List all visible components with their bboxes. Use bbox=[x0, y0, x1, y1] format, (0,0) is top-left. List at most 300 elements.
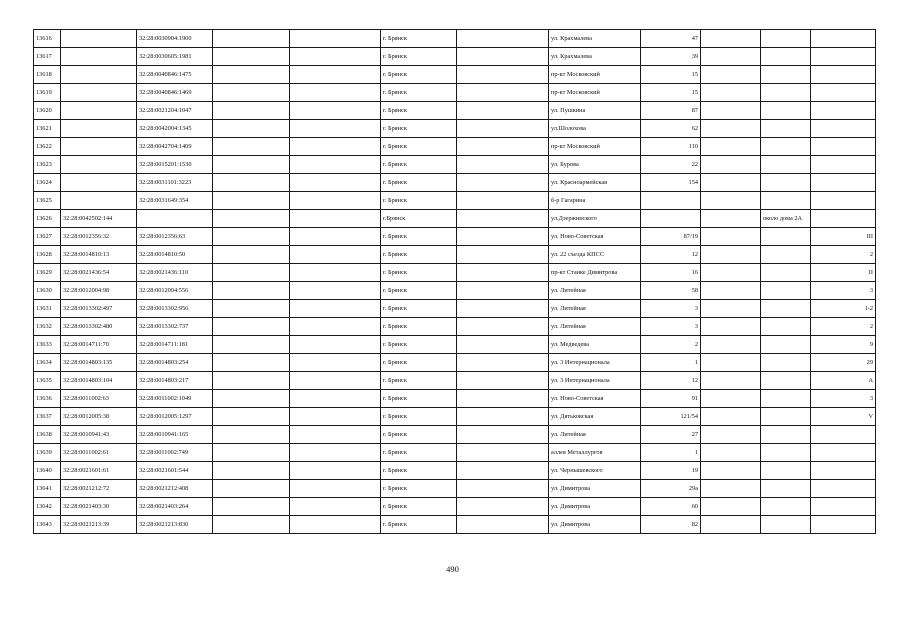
house-number-cell bbox=[641, 192, 701, 210]
house-number-cell: 27 bbox=[641, 426, 701, 444]
unit-cell: 1-2 bbox=[811, 300, 876, 318]
table-row bbox=[34, 336, 876, 354]
empty-cell bbox=[213, 66, 290, 84]
cadastral-number-2-cell: 32:28:0014803:254 bbox=[137, 354, 213, 372]
cadastral-number-2-cell: 32:28:0012356:63 bbox=[137, 228, 213, 246]
record-id-cell: 13623 bbox=[34, 156, 61, 174]
house-number-cell: 87/19 bbox=[641, 228, 701, 246]
empty-cell bbox=[213, 318, 290, 336]
cadastral-number-2-cell: 32:28:0015201:1530 bbox=[137, 156, 213, 174]
cadastral-number-2-cell: 32:28:0030904:1900 bbox=[137, 30, 213, 48]
empty-cell bbox=[290, 282, 381, 300]
empty-cell bbox=[290, 516, 381, 534]
cadastral-number-2-cell: 32:28:0012004:556 bbox=[137, 282, 213, 300]
street-cell: ул. Дятьковская bbox=[549, 408, 641, 426]
record-id-cell: 13634 bbox=[34, 354, 61, 372]
empty-cell bbox=[701, 408, 761, 426]
cadastral-number-2-cell: 32:28:0010941:165 bbox=[137, 426, 213, 444]
unit-cell: V bbox=[811, 408, 876, 426]
empty-cell bbox=[701, 228, 761, 246]
city-cell: г. Брянск bbox=[381, 192, 457, 210]
record-id-cell: 13621 bbox=[34, 120, 61, 138]
empty-cell bbox=[701, 66, 761, 84]
empty-cell bbox=[457, 462, 549, 480]
empty-cell bbox=[701, 120, 761, 138]
empty-cell bbox=[701, 300, 761, 318]
record-id-cell: 13624 bbox=[34, 174, 61, 192]
city-cell: г. Брянск bbox=[381, 318, 457, 336]
empty-cell bbox=[457, 66, 549, 84]
empty-cell bbox=[290, 372, 381, 390]
city-cell: г. Брянск bbox=[381, 84, 457, 102]
note-cell bbox=[761, 300, 811, 318]
cadastral-number-cell: 32:28:0013302:497 bbox=[61, 300, 137, 318]
note-cell bbox=[761, 318, 811, 336]
table-row bbox=[34, 354, 876, 372]
empty-cell bbox=[213, 408, 290, 426]
empty-cell bbox=[213, 462, 290, 480]
unit-cell bbox=[811, 210, 876, 228]
empty-cell bbox=[213, 516, 290, 534]
city-cell: г. Брянск bbox=[381, 426, 457, 444]
note-cell bbox=[761, 138, 811, 156]
table-row bbox=[34, 120, 876, 138]
street-cell: ул. Димитрова bbox=[549, 480, 641, 498]
empty-cell bbox=[701, 498, 761, 516]
cadastral-number-2-cell: 32:28:0012005:1297 bbox=[137, 408, 213, 426]
cadastral-number-2-cell: 32:28:0014810:50 bbox=[137, 246, 213, 264]
table-row bbox=[34, 192, 876, 210]
city-cell: г. Брянск bbox=[381, 300, 457, 318]
street-cell: ул. Медведева bbox=[549, 336, 641, 354]
note-cell bbox=[761, 444, 811, 462]
record-id-cell: 13641 bbox=[34, 480, 61, 498]
city-cell: г. Брянск bbox=[381, 246, 457, 264]
table-row bbox=[34, 282, 876, 300]
cadastral-number-cell: 32:28:0014803:104 bbox=[61, 372, 137, 390]
table-row bbox=[34, 66, 876, 84]
empty-cell bbox=[701, 84, 761, 102]
empty-cell bbox=[213, 264, 290, 282]
city-cell: г. Брянск bbox=[381, 282, 457, 300]
house-number-cell: 62 bbox=[641, 120, 701, 138]
cadastral-number-cell: 32:28:0021212:72 bbox=[61, 480, 137, 498]
empty-cell bbox=[290, 66, 381, 84]
cadastral-number-cell bbox=[61, 156, 137, 174]
empty-cell bbox=[701, 156, 761, 174]
page-number: 490 bbox=[446, 564, 459, 574]
house-number-cell bbox=[641, 210, 701, 228]
house-number-cell: 3 bbox=[641, 318, 701, 336]
cadastral-number-cell bbox=[61, 84, 137, 102]
record-id-cell: 13619 bbox=[34, 84, 61, 102]
cadastral-number-2-cell: 32:28:0042704:1409 bbox=[137, 138, 213, 156]
table-row bbox=[34, 48, 876, 66]
empty-cell bbox=[290, 120, 381, 138]
city-cell: г. Брянск bbox=[381, 498, 457, 516]
record-id-cell: 13627 bbox=[34, 228, 61, 246]
empty-cell bbox=[701, 318, 761, 336]
empty-cell bbox=[457, 174, 549, 192]
empty-cell bbox=[457, 228, 549, 246]
city-cell: г. Брянск bbox=[381, 372, 457, 390]
empty-cell bbox=[290, 462, 381, 480]
note-cell: около дома 2А bbox=[761, 210, 811, 228]
house-number-cell: 3 bbox=[641, 300, 701, 318]
empty-cell bbox=[290, 174, 381, 192]
empty-cell bbox=[457, 210, 549, 228]
cadastral-number-2-cell: 32:28:0042004:1345 bbox=[137, 120, 213, 138]
city-cell: г. Брянск bbox=[381, 66, 457, 84]
cadastral-number-cell: 32:28:0011002:61 bbox=[61, 444, 137, 462]
unit-cell bbox=[811, 138, 876, 156]
cadastral-number-2-cell: 32:28:0031649:354 bbox=[137, 192, 213, 210]
table-row bbox=[34, 498, 876, 516]
empty-cell bbox=[290, 354, 381, 372]
street-cell: ул. Литейная bbox=[549, 426, 641, 444]
record-id-cell: 13637 bbox=[34, 408, 61, 426]
unit-cell: 3 bbox=[811, 282, 876, 300]
empty-cell bbox=[457, 336, 549, 354]
note-cell bbox=[761, 372, 811, 390]
street-cell: ул. Ново-Советская bbox=[549, 390, 641, 408]
house-number-cell: 29а bbox=[641, 480, 701, 498]
house-number-cell: 110 bbox=[641, 138, 701, 156]
street-cell: ул. 3 Интернационала bbox=[549, 354, 641, 372]
street-cell: ул. Димитрова bbox=[549, 498, 641, 516]
empty-cell bbox=[290, 318, 381, 336]
house-number-cell: 82 bbox=[641, 516, 701, 534]
cadastral-number-cell bbox=[61, 174, 137, 192]
house-number-cell: 154 bbox=[641, 174, 701, 192]
street-cell: ул. Бурова bbox=[549, 156, 641, 174]
city-cell: г. Брянск bbox=[381, 264, 457, 282]
empty-cell bbox=[701, 516, 761, 534]
empty-cell bbox=[213, 444, 290, 462]
note-cell bbox=[761, 84, 811, 102]
house-number-cell: 121/54 bbox=[641, 408, 701, 426]
cadastral-number-cell: 32:28:0021213:39 bbox=[61, 516, 137, 534]
cadastral-number-2-cell: 32:28:0040846:1475 bbox=[137, 66, 213, 84]
street-cell: пр-кт Московский bbox=[549, 66, 641, 84]
empty-cell bbox=[701, 102, 761, 120]
empty-cell bbox=[213, 138, 290, 156]
empty-cell bbox=[701, 174, 761, 192]
cadastral-number-cell bbox=[61, 120, 137, 138]
empty-cell bbox=[701, 192, 761, 210]
note-cell bbox=[761, 480, 811, 498]
city-cell: г.Брянск bbox=[381, 210, 457, 228]
house-number-cell: 1 bbox=[641, 354, 701, 372]
empty-cell bbox=[457, 156, 549, 174]
cadastral-number-2-cell: 32:28:0021204:1047 bbox=[137, 102, 213, 120]
empty-cell bbox=[290, 84, 381, 102]
table-row bbox=[34, 390, 876, 408]
street-cell: ул. 22 съезда КПСС bbox=[549, 246, 641, 264]
house-number-cell: 22 bbox=[641, 156, 701, 174]
record-id-cell: 13630 bbox=[34, 282, 61, 300]
unit-cell bbox=[811, 156, 876, 174]
unit-cell bbox=[811, 462, 876, 480]
empty-cell bbox=[457, 84, 549, 102]
house-number-cell: 19 bbox=[641, 462, 701, 480]
street-cell: ул.Дзержинского bbox=[549, 210, 641, 228]
note-cell bbox=[761, 30, 811, 48]
table-row bbox=[34, 516, 876, 534]
table-body bbox=[34, 30, 876, 534]
cadastral-number-cell: 32:28:0014810:13 bbox=[61, 246, 137, 264]
note-cell bbox=[761, 228, 811, 246]
unit-cell: 29 bbox=[811, 354, 876, 372]
unit-cell bbox=[811, 48, 876, 66]
table-row bbox=[34, 462, 876, 480]
cadastral-number-cell bbox=[61, 102, 137, 120]
empty-cell bbox=[213, 390, 290, 408]
street-cell: пр-кт Станке Димитрова bbox=[549, 264, 641, 282]
empty-cell bbox=[701, 354, 761, 372]
empty-cell bbox=[457, 138, 549, 156]
cadastral-number-2-cell bbox=[137, 210, 213, 228]
note-cell bbox=[761, 408, 811, 426]
record-id-cell: 13640 bbox=[34, 462, 61, 480]
cadastral-number-2-cell: 32:28:0014803:217 bbox=[137, 372, 213, 390]
house-number-cell: 15 bbox=[641, 66, 701, 84]
house-number-cell: 39 bbox=[641, 48, 701, 66]
street-cell: ул. Крахмалева bbox=[549, 30, 641, 48]
cadastral-number-cell: 32:28:0012356:32 bbox=[61, 228, 137, 246]
empty-cell bbox=[213, 102, 290, 120]
unit-cell bbox=[811, 102, 876, 120]
house-number-cell: 12 bbox=[641, 246, 701, 264]
cadastral-number-cell: 32:28:0021601:61 bbox=[61, 462, 137, 480]
unit-cell bbox=[811, 426, 876, 444]
empty-cell bbox=[213, 192, 290, 210]
house-number-cell: 16 bbox=[641, 264, 701, 282]
empty-cell bbox=[457, 246, 549, 264]
empty-cell bbox=[213, 228, 290, 246]
empty-cell bbox=[457, 498, 549, 516]
cadastral-number-cell: 32:28:0021403:30 bbox=[61, 498, 137, 516]
city-cell: г. Брянск bbox=[381, 120, 457, 138]
table-row bbox=[34, 30, 876, 48]
cadastral-number-2-cell: 32:28:0040846:1469 bbox=[137, 84, 213, 102]
note-cell bbox=[761, 426, 811, 444]
unit-cell: 2 bbox=[811, 318, 876, 336]
empty-cell bbox=[290, 390, 381, 408]
empty-cell bbox=[290, 444, 381, 462]
unit-cell: А bbox=[811, 372, 876, 390]
street-cell: ул. Литейная bbox=[549, 318, 641, 336]
record-id-cell: 13643 bbox=[34, 516, 61, 534]
empty-cell bbox=[290, 408, 381, 426]
city-cell: г. Брянск bbox=[381, 390, 457, 408]
unit-cell bbox=[811, 84, 876, 102]
empty-cell bbox=[213, 174, 290, 192]
table-row bbox=[34, 138, 876, 156]
street-cell: пр-кт Московский bbox=[549, 84, 641, 102]
note-cell bbox=[761, 390, 811, 408]
empty-cell bbox=[457, 300, 549, 318]
table-row bbox=[34, 408, 876, 426]
unit-cell bbox=[811, 192, 876, 210]
cadastral-number-2-cell: 32:28:0013302:956 bbox=[137, 300, 213, 318]
empty-cell bbox=[457, 354, 549, 372]
table-row bbox=[34, 372, 876, 390]
empty-cell bbox=[290, 30, 381, 48]
record-id-cell: 13628 bbox=[34, 246, 61, 264]
cadastral-number-2-cell: 32:28:0011002:1049 bbox=[137, 390, 213, 408]
city-cell: г. Брянск bbox=[381, 354, 457, 372]
unit-cell bbox=[811, 30, 876, 48]
empty-cell bbox=[290, 426, 381, 444]
record-id-cell: 13632 bbox=[34, 318, 61, 336]
table-row bbox=[34, 444, 876, 462]
record-id-cell: 13639 bbox=[34, 444, 61, 462]
city-cell: г. Брянск bbox=[381, 444, 457, 462]
empty-cell bbox=[290, 336, 381, 354]
note-cell bbox=[761, 174, 811, 192]
note-cell bbox=[761, 498, 811, 516]
street-cell: ул. 3 Интернационала bbox=[549, 372, 641, 390]
empty-cell bbox=[213, 246, 290, 264]
empty-cell bbox=[213, 282, 290, 300]
empty-cell bbox=[290, 498, 381, 516]
note-cell bbox=[761, 246, 811, 264]
cadastral-number-2-cell: 32:28:0021403:264 bbox=[137, 498, 213, 516]
house-number-cell: 60 bbox=[641, 498, 701, 516]
record-id-cell: 13631 bbox=[34, 300, 61, 318]
empty-cell bbox=[213, 300, 290, 318]
city-cell: г. Брянск bbox=[381, 174, 457, 192]
unit-cell: 3 bbox=[811, 390, 876, 408]
empty-cell bbox=[290, 138, 381, 156]
empty-cell bbox=[457, 390, 549, 408]
empty-cell bbox=[213, 426, 290, 444]
cadastral-number-2-cell: 32:28:0031101:3223 bbox=[137, 174, 213, 192]
empty-cell bbox=[457, 102, 549, 120]
empty-cell bbox=[701, 30, 761, 48]
note-cell bbox=[761, 462, 811, 480]
note-cell bbox=[761, 102, 811, 120]
record-id-cell: 13616 bbox=[34, 30, 61, 48]
cadastral-number-cell: 32:28:0014711:70 bbox=[61, 336, 137, 354]
unit-cell bbox=[811, 516, 876, 534]
note-cell bbox=[761, 264, 811, 282]
street-cell: пр-кт Московский bbox=[549, 138, 641, 156]
unit-cell: 2 bbox=[811, 246, 876, 264]
cadastral-number-cell: 32:28:0011002:63 bbox=[61, 390, 137, 408]
table-row bbox=[34, 174, 876, 192]
empty-cell bbox=[290, 156, 381, 174]
unit-cell: II bbox=[811, 264, 876, 282]
table-row bbox=[34, 84, 876, 102]
cadastral-number-cell: 32:28:0021436:54 bbox=[61, 264, 137, 282]
house-number-cell: 15 bbox=[641, 84, 701, 102]
street-cell: ул. Димитрова bbox=[549, 516, 641, 534]
cadastral-number-cell: 32:28:0012005:38 bbox=[61, 408, 137, 426]
city-cell: г. Брянск bbox=[381, 138, 457, 156]
empty-cell bbox=[701, 138, 761, 156]
empty-cell bbox=[290, 300, 381, 318]
empty-cell bbox=[701, 390, 761, 408]
empty-cell bbox=[457, 444, 549, 462]
city-cell: г. Брянск bbox=[381, 480, 457, 498]
house-number-cell: 91 bbox=[641, 390, 701, 408]
empty-cell bbox=[701, 372, 761, 390]
empty-cell bbox=[701, 210, 761, 228]
note-cell bbox=[761, 120, 811, 138]
cadastral-number-cell bbox=[61, 192, 137, 210]
record-id-cell: 13636 bbox=[34, 390, 61, 408]
cadastral-number-2-cell: 32:28:0021436:110 bbox=[137, 264, 213, 282]
unit-cell: III bbox=[811, 228, 876, 246]
street-cell: аллея Металлургов bbox=[549, 444, 641, 462]
cadastral-number-cell bbox=[61, 66, 137, 84]
register-sheet bbox=[33, 29, 875, 534]
street-cell: ул. Литейная bbox=[549, 282, 641, 300]
empty-cell bbox=[457, 426, 549, 444]
street-cell: ул.Шолохова bbox=[549, 120, 641, 138]
house-number-cell: 12 bbox=[641, 372, 701, 390]
record-id-cell: 13620 bbox=[34, 102, 61, 120]
cadastral-number-cell bbox=[61, 30, 137, 48]
empty-cell bbox=[457, 48, 549, 66]
empty-cell bbox=[457, 516, 549, 534]
cadastral-number-cell bbox=[61, 138, 137, 156]
house-number-cell: 1 bbox=[641, 444, 701, 462]
empty-cell bbox=[290, 48, 381, 66]
street-cell: ул. Пушкина bbox=[549, 102, 641, 120]
cadastral-number-2-cell: 32:28:0021213:830 bbox=[137, 516, 213, 534]
city-cell: г. Брянск bbox=[381, 156, 457, 174]
note-cell bbox=[761, 48, 811, 66]
street-cell: ул. Литейная bbox=[549, 300, 641, 318]
table-row bbox=[34, 480, 876, 498]
record-id-cell: 13635 bbox=[34, 372, 61, 390]
record-id-cell: 13625 bbox=[34, 192, 61, 210]
unit-cell bbox=[811, 66, 876, 84]
cadastral-number-cell: 32:28:0042502:144 bbox=[61, 210, 137, 228]
empty-cell bbox=[457, 408, 549, 426]
table-row bbox=[34, 426, 876, 444]
cadastral-number-2-cell: 32:28:0014711:181 bbox=[137, 336, 213, 354]
city-cell: г. Брянск bbox=[381, 102, 457, 120]
empty-cell bbox=[290, 480, 381, 498]
record-id-cell: 13638 bbox=[34, 426, 61, 444]
table-row bbox=[34, 318, 876, 336]
empty-cell bbox=[457, 282, 549, 300]
city-cell: г. Брянск bbox=[381, 30, 457, 48]
street-cell: ул. Ново-Советская bbox=[549, 228, 641, 246]
table-row bbox=[34, 264, 876, 282]
street-cell: ул. Чернышевского bbox=[549, 462, 641, 480]
city-cell: г. Брянск bbox=[381, 336, 457, 354]
empty-cell bbox=[457, 264, 549, 282]
note-cell bbox=[761, 156, 811, 174]
note-cell bbox=[761, 282, 811, 300]
cadastral-number-2-cell: 32:28:0011002:749 bbox=[137, 444, 213, 462]
note-cell bbox=[761, 66, 811, 84]
unit-cell bbox=[811, 480, 876, 498]
table-row bbox=[34, 228, 876, 246]
street-cell: ул. Крахмалева bbox=[549, 48, 641, 66]
unit-cell bbox=[811, 498, 876, 516]
street-cell: ул. Красноармейская bbox=[549, 174, 641, 192]
empty-cell bbox=[213, 210, 290, 228]
empty-cell bbox=[701, 48, 761, 66]
street-cell: б-р Гагарина bbox=[549, 192, 641, 210]
empty-cell bbox=[213, 84, 290, 102]
